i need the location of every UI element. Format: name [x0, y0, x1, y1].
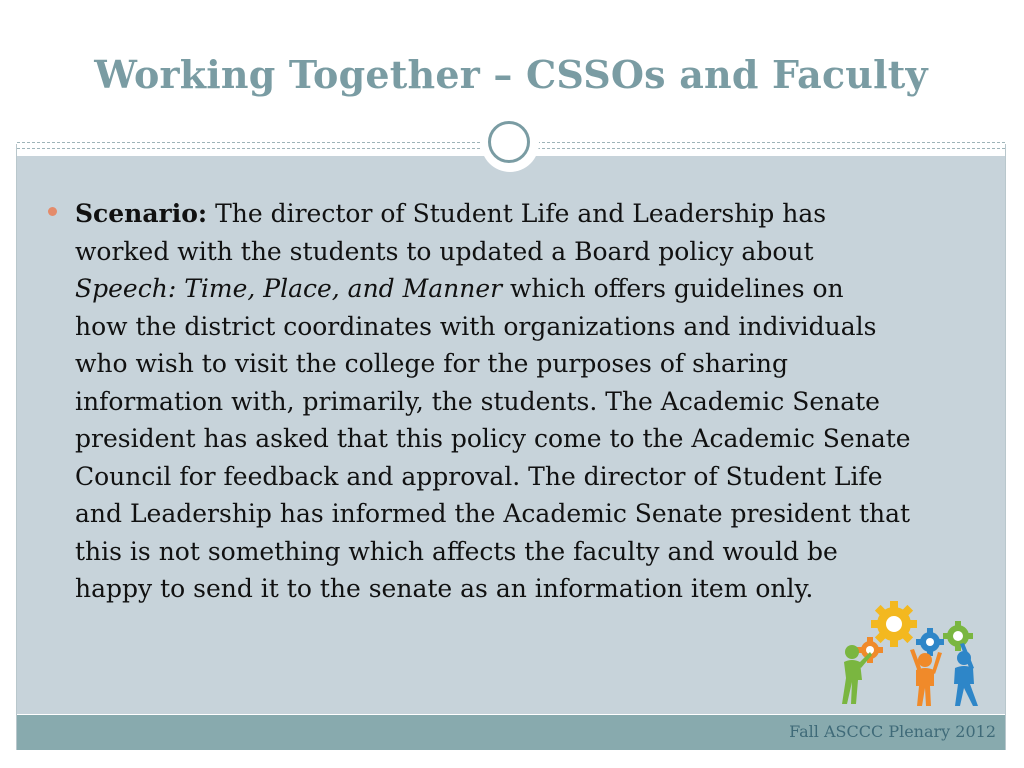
bullet-icon: [48, 207, 57, 216]
divider-circle-icon: [488, 121, 530, 163]
line-2: worked with the students to updated a Board policy about: [75, 236, 814, 266]
footer-text: Fall ASCCC Plenary 2012: [789, 722, 996, 741]
line-1: [75, 195, 985, 233]
line-6: information with, primarily, the students. The Academic Senate: [75, 386, 880, 416]
scenario-paragraph: [75, 195, 985, 608]
people-with-gears-icon: [830, 600, 992, 712]
line-3-text: which offers guidelines on: [502, 274, 844, 303]
person-orange-icon: [910, 649, 942, 706]
line-9: and Leadership has informed the Academic Senate president that: [75, 499, 911, 528]
line-4: how the district coordinates with organizations and individuals: [75, 311, 877, 341]
italic-phrase: Speech: Time, Place, and Manner: [75, 274, 503, 303]
line-3: [75, 270, 985, 308]
gear-gold-icon: [871, 601, 917, 647]
line-11: happy to send it to the senate as an information item only.: [75, 574, 814, 603]
line-8: Council for feedback and approval. The director of Student Life: [75, 461, 883, 491]
line-7: president has asked that this policy come to the Academic Senate: [75, 424, 911, 453]
gear-green-icon: [943, 621, 973, 651]
line-10: this is not something which affects the faculty and would be: [75, 536, 838, 566]
person-blue-icon: [954, 643, 978, 706]
line-1-text: The director of Student Life and Leadership has: [207, 199, 827, 228]
slide-title: Working Together – CSSOs and Faculty: [94, 52, 928, 97]
gear-blue-icon: [916, 628, 944, 656]
scenario-label: Scenario:: [75, 199, 208, 228]
line-5: who wish to visit the college for the purposes of sharing: [75, 349, 788, 378]
